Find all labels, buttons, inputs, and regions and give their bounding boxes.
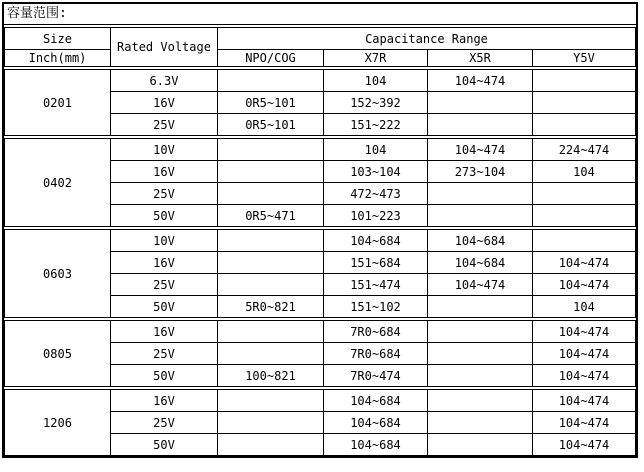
npo-cog-cell: 0R5~101 [218,114,324,138]
npo-cog-cell: 100~821 [218,365,324,389]
voltage-cell: 10V [111,137,218,161]
npo-cog-cell [218,161,324,183]
y5v-cell [533,92,636,114]
table-header [5,28,636,69]
x7r-cell: 472~473 [324,183,428,205]
y5v-cell [533,183,636,205]
x7r-cell: 104~684 [324,412,428,434]
col-header-x7r: X7R [324,50,428,69]
x5r-cell [428,183,533,205]
voltage-cell: 16V [111,319,218,343]
x5r-cell [428,205,533,229]
x7r-cell: 151~222 [324,114,428,138]
x5r-cell [428,319,533,343]
npo-cog-cell [218,274,324,296]
y5v-cell: 104~474 [533,252,636,274]
y5v-cell [533,68,636,92]
y5v-cell [533,228,636,252]
table-row [5,137,636,161]
y5v-cell: 104~474 [533,343,636,365]
x7r-cell: 104~684 [324,228,428,252]
npo-cog-cell: 5R0~821 [218,296,324,320]
header-row-2 [5,50,636,69]
npo-cog-cell [218,434,324,456]
x5r-cell [428,114,533,138]
col-header-capacitance-range: Capacitance Range [218,28,636,50]
x5r-cell [428,296,533,320]
x5r-cell: 104~474 [428,137,533,161]
voltage-cell: 25V [111,183,218,205]
x7r-cell: 151~684 [324,252,428,274]
x5r-cell: 273~104 [428,161,533,183]
col-header-x5r: X5R [428,50,533,69]
y5v-cell: 104 [533,161,636,183]
voltage-cell: 16V [111,252,218,274]
npo-cog-cell [218,252,324,274]
voltage-cell: 25V [111,274,218,296]
voltage-cell: 50V [111,434,218,456]
col-header-size: Size [5,28,111,50]
x7r-cell: 151~102 [324,296,428,320]
npo-cog-cell [218,228,324,252]
voltage-cell: 50V [111,205,218,229]
datasheet-frame [2,2,638,458]
table-body [5,68,636,456]
voltage-cell: 16V [111,388,218,412]
npo-cog-cell [218,343,324,365]
table-row [5,319,636,343]
npo-cog-cell: 0R5~101 [218,92,324,114]
y5v-cell [533,114,636,138]
x5r-cell: 104~474 [428,68,533,92]
y5v-cell: 104~474 [533,365,636,389]
npo-cog-cell [218,388,324,412]
size-cell: 0603 [5,228,111,319]
npo-cog-cell [218,68,324,92]
x5r-cell [428,412,533,434]
x7r-cell: 103~104 [324,161,428,183]
voltage-cell: 10V [111,228,218,252]
table-row [5,228,636,252]
header-row-1 [5,28,636,50]
voltage-cell: 6.3V [111,68,218,92]
voltage-cell: 16V [111,161,218,183]
table-title: 容量范围: [4,4,636,25]
col-header-rated-voltage: Rated Voltage [111,28,218,69]
voltage-cell: 25V [111,343,218,365]
x7r-cell: 104 [324,137,428,161]
size-cell: 0402 [5,137,111,228]
x5r-cell: 104~474 [428,274,533,296]
x7r-cell: 7R0~684 [324,343,428,365]
table-row [5,68,636,92]
x5r-cell [428,388,533,412]
capacitance-range-table [4,27,636,456]
y5v-cell: 104~474 [533,274,636,296]
x7r-cell: 104 [324,68,428,92]
size-cell: 0805 [5,319,111,388]
x5r-cell: 104~684 [428,228,533,252]
npo-cog-cell [218,319,324,343]
y5v-cell: 224~474 [533,137,636,161]
col-header-inch-mm: Inch(mm) [5,50,111,69]
x5r-cell [428,365,533,389]
x5r-cell: 104~684 [428,252,533,274]
y5v-cell: 104~474 [533,319,636,343]
x5r-cell [428,92,533,114]
voltage-cell: 25V [111,412,218,434]
npo-cog-cell [218,137,324,161]
x5r-cell [428,434,533,456]
x7r-cell: 7R0~474 [324,365,428,389]
x7r-cell: 101~223 [324,205,428,229]
voltage-cell: 25V [111,114,218,138]
x5r-cell [428,343,533,365]
npo-cog-cell [218,412,324,434]
x7r-cell: 104~684 [324,388,428,412]
size-cell: 1206 [5,388,111,456]
y5v-cell [533,205,636,229]
x7r-cell: 152~392 [324,92,428,114]
table-row [5,388,636,412]
x7r-cell: 104~684 [324,434,428,456]
voltage-cell: 50V [111,296,218,320]
col-header-npo-cog: NPO/COG [218,50,324,69]
size-cell: 0201 [5,68,111,137]
y5v-cell: 104~474 [533,434,636,456]
voltage-cell: 16V [111,92,218,114]
x7r-cell: 7R0~684 [324,319,428,343]
y5v-cell: 104 [533,296,636,320]
npo-cog-cell: 0R5~471 [218,205,324,229]
col-header-y5v: Y5V [533,50,636,69]
y5v-cell: 104~474 [533,412,636,434]
voltage-cell: 50V [111,365,218,389]
npo-cog-cell [218,183,324,205]
x7r-cell: 151~474 [324,274,428,296]
y5v-cell: 104~474 [533,388,636,412]
